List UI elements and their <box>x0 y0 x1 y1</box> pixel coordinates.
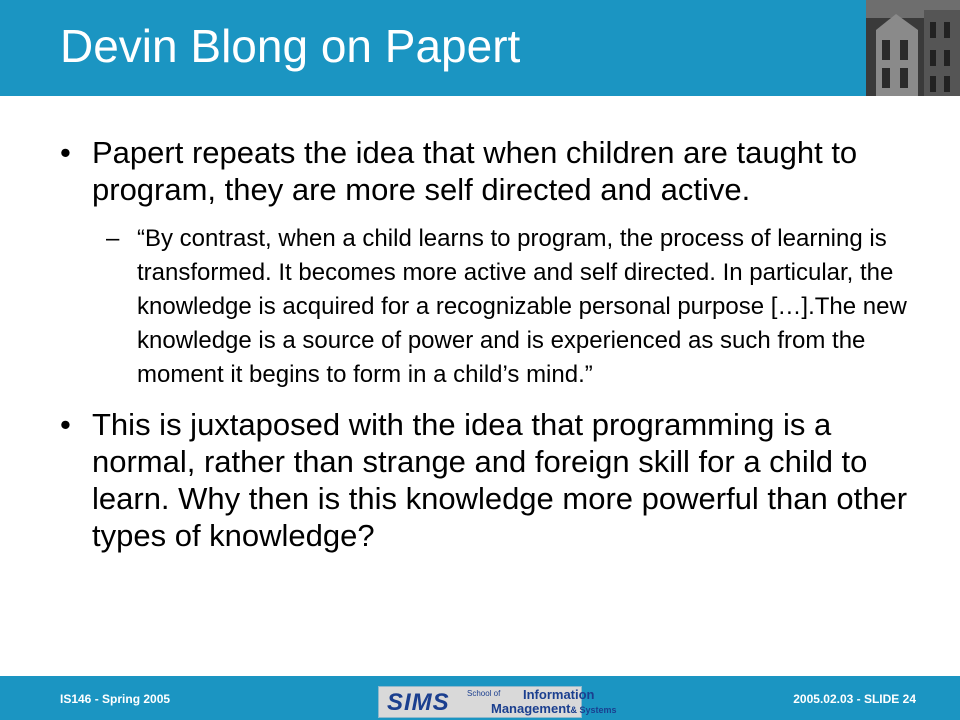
building-photo-image <box>866 0 960 96</box>
sims-logo-word: SIMS <box>387 689 450 716</box>
slide-title: Devin Blong on Papert <box>60 20 521 72</box>
sims-logo-lines <box>491 688 617 717</box>
dash-marker: – <box>106 225 120 252</box>
sims-logo-management: Management <box>491 701 571 716</box>
sub-bullet-item <box>106 222 930 392</box>
bullet-marker: • <box>60 135 71 170</box>
slide-body <box>60 134 930 554</box>
bullet-text: This is juxtaposed with the idea that programming is a normal, rather than strange and foreign skill for a child to learn. Why then is this knowledge more powerful than other types of knowledge? <box>92 407 908 553</box>
slide-number-label: 2005.02.03 - SLIDE 24 <box>793 692 916 706</box>
sims-logo-management-line <box>491 702 617 717</box>
bullet-item <box>60 134 930 208</box>
building-photo <box>866 0 960 96</box>
title-bar <box>0 0 960 96</box>
bullet-marker: • <box>60 407 71 442</box>
sims-logo-information: Information <box>523 687 595 702</box>
sims-logo-school-of: School of <box>467 689 501 698</box>
sims-logo <box>378 686 617 718</box>
quote-text: “By contrast, when a child learns to program, the process of learning is transformed. It becomes more active and self directed. In particular, the knowledge is acquired for a recognizable personal purpose […].The new knowledge is a source of power and is experienced as such from the moment it begins to form in a child’s mind.” <box>137 225 907 388</box>
bullet-item <box>60 406 930 554</box>
bullet-text: Papert repeats the idea that when children are taught to program, they are more self directed and active. <box>92 135 858 207</box>
course-label: IS146 - Spring 2005 <box>60 692 171 706</box>
sims-logo-systems: & Systems <box>570 705 617 715</box>
